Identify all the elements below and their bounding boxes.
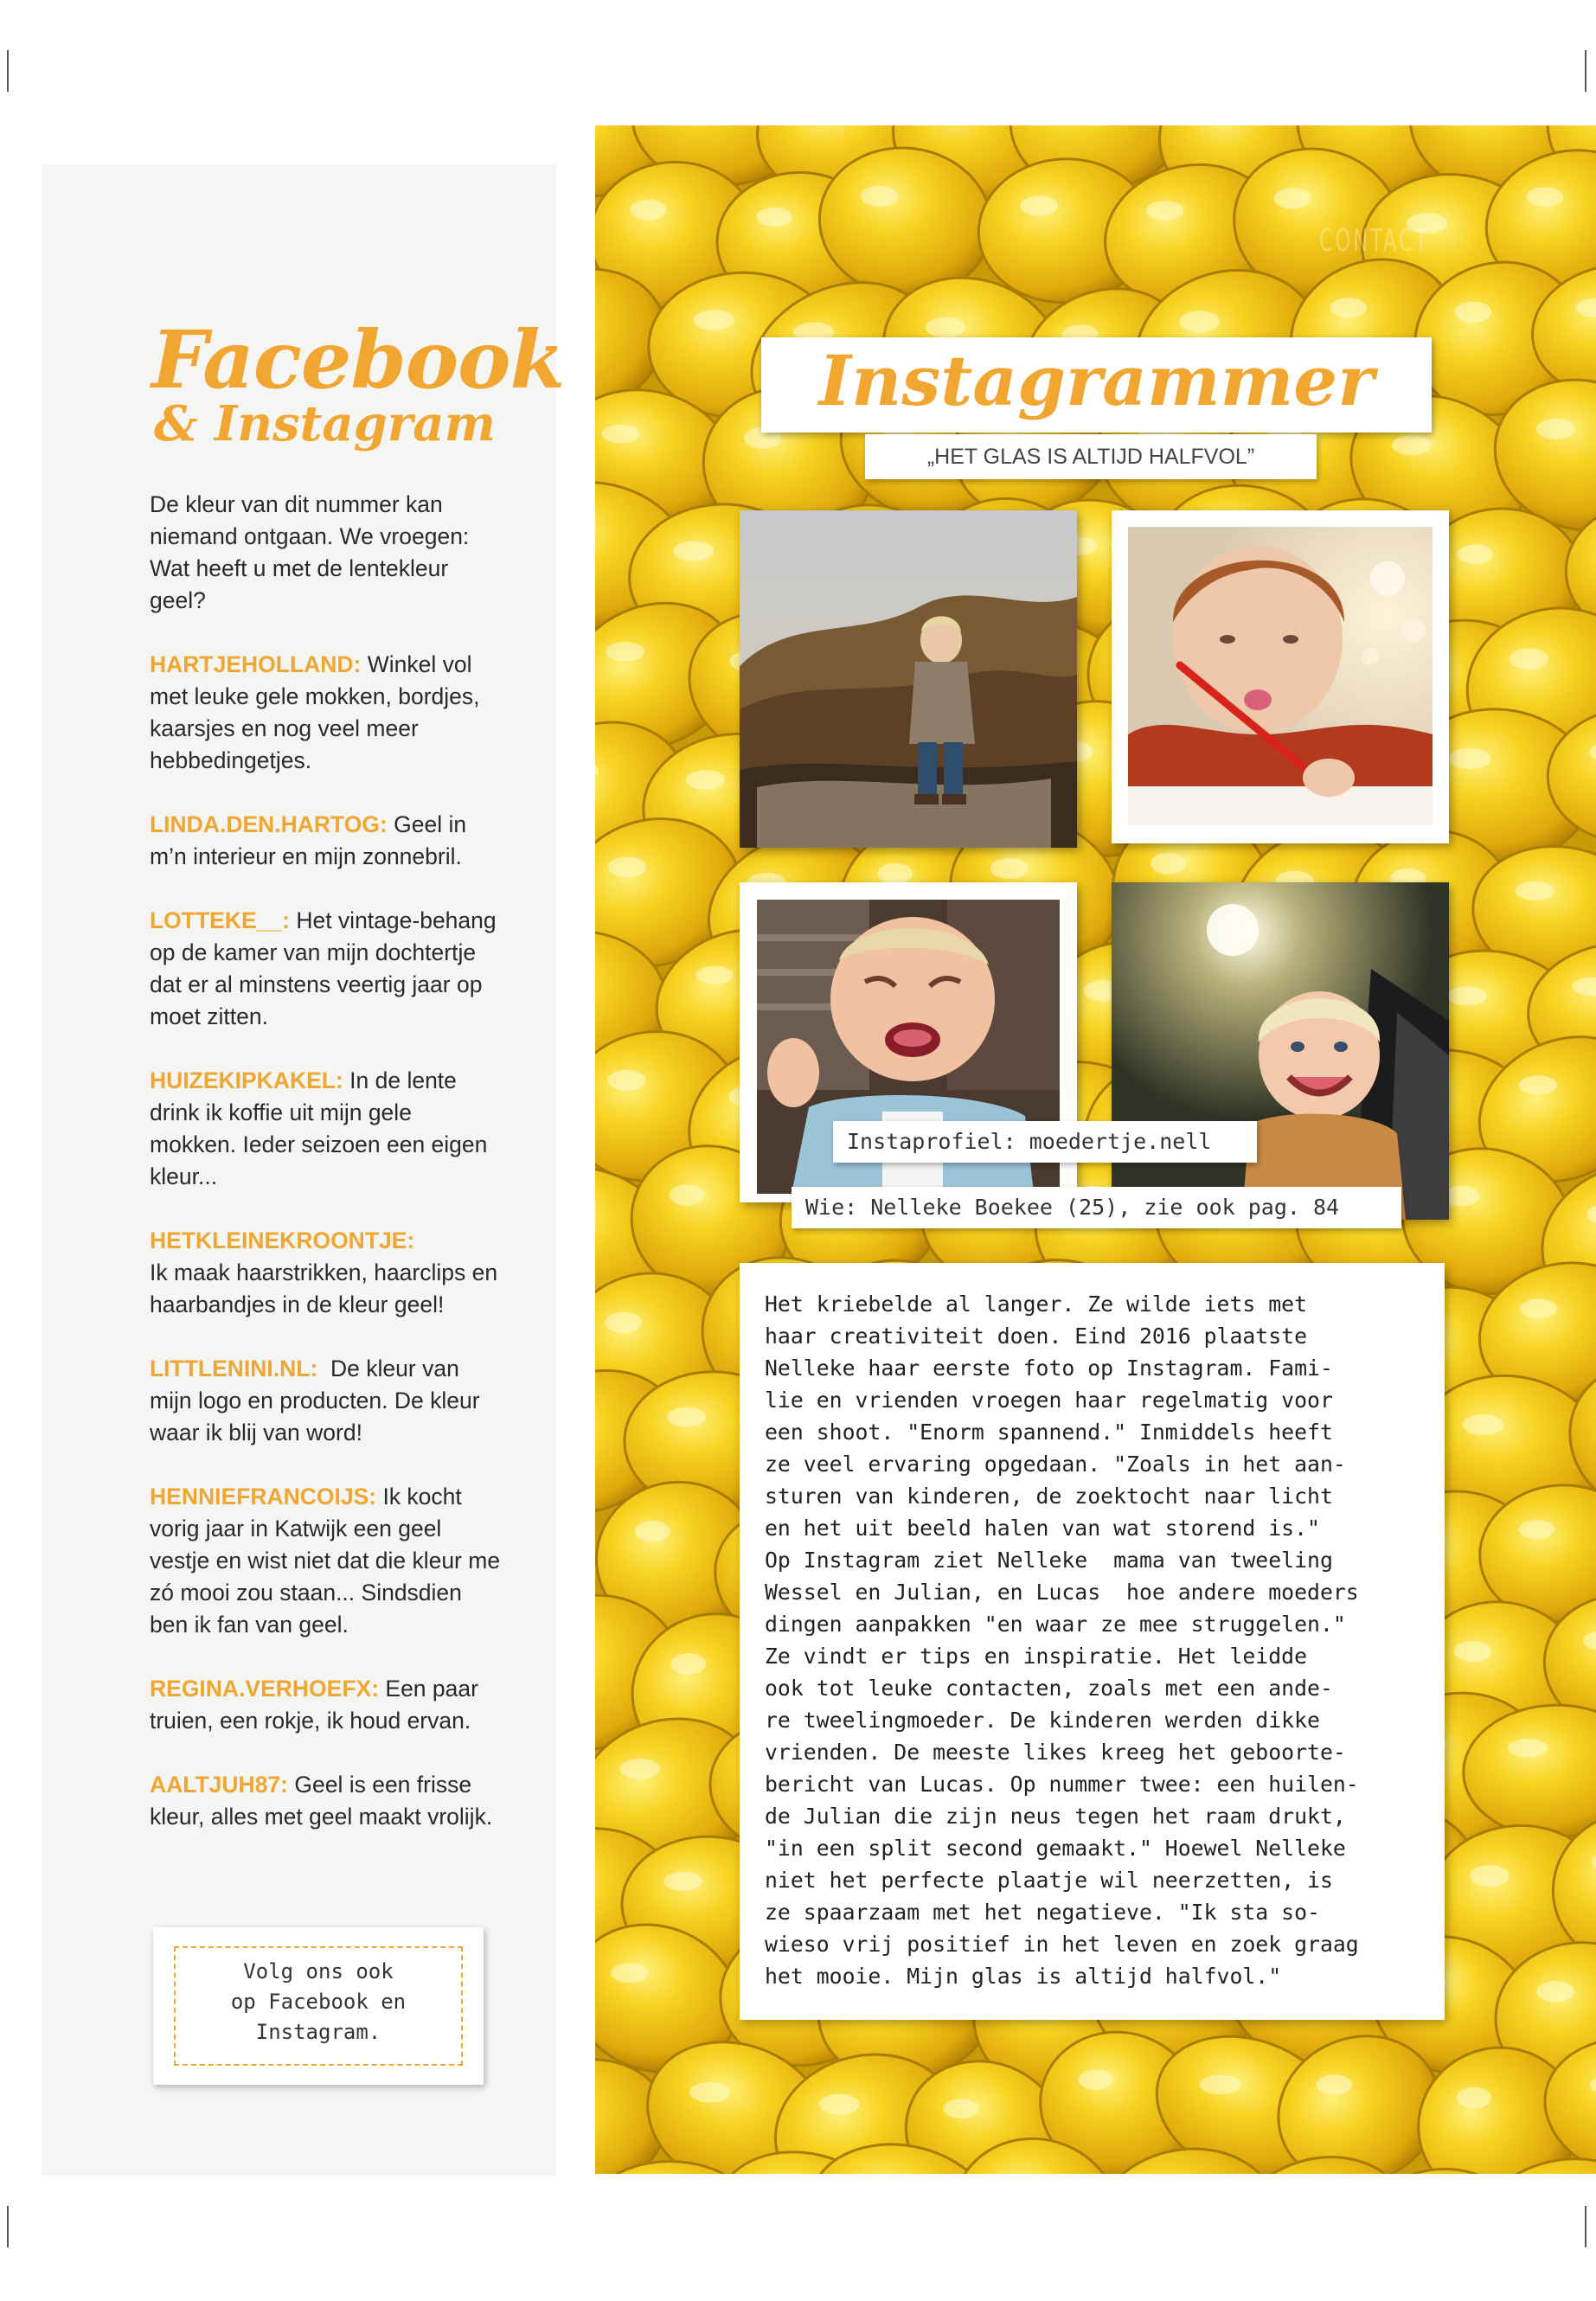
lemon-highlight xyxy=(1508,1739,1548,1757)
lemon-highlight xyxy=(861,186,899,207)
follow-us-dashed-frame xyxy=(174,1946,463,2066)
photo-baby-smiling xyxy=(1112,882,1449,1220)
article-body-line: dingen aanpakken "en waar ze mee struggelen." xyxy=(765,1612,1346,1637)
response-paragraph xyxy=(150,1481,504,1641)
article-body-line: ze spaarzaam met het negatieve. "Ik sta so- xyxy=(765,1900,1320,1925)
lemon-highlight xyxy=(926,317,965,338)
response-paragraph xyxy=(150,649,504,777)
intro-paragraph: De kleur van dit nummer kan niemand ontgaan. We vroegen: Wat heeft u met de lentekleur geel? xyxy=(150,491,470,613)
response-paragraph xyxy=(150,1353,504,1449)
lemon-highlight xyxy=(1317,2074,1353,2094)
article-body-line: vrienden. De meeste likes kreeg het geboorte- xyxy=(765,1740,1346,1765)
lemon-highlight xyxy=(1520,1298,1557,1317)
lemon-highlight xyxy=(670,1185,705,1206)
lemon-highlight xyxy=(635,1521,670,1541)
response-username: HETKLEINEKROONTJE: xyxy=(150,1227,415,1253)
lemon-highlight xyxy=(689,2082,730,2103)
follow-line: Instagram. xyxy=(255,2020,381,2044)
article-body-line: een shoot. "Enorm spannend." Inmiddels heeft xyxy=(765,1420,1333,1445)
lemon-highlight xyxy=(1519,1075,1558,1094)
facebook-script-title: Facebook xyxy=(151,313,565,407)
article-body-line: sturen van kinderen, de zoektocht naar licht xyxy=(765,1484,1333,1509)
response-paragraph xyxy=(150,1065,504,1193)
response-paragraph xyxy=(150,1225,504,1321)
tagline-box: „HET GLAS IS ALTIJD HALFVOL” xyxy=(865,434,1317,479)
photo-baby-smiling-image xyxy=(1112,882,1449,1220)
crop-mark-top-left xyxy=(7,50,9,92)
lemon-highlight xyxy=(1516,881,1554,901)
article-body-line: lie en vrienden vroegen haar regelmatig voor xyxy=(765,1388,1333,1413)
article-body-line: de Julian die zijn neus tegen het raam drukt, xyxy=(765,1804,1346,1829)
article-body-line: Op Instagram ziet Nelleke mama van tweeling xyxy=(765,1548,1333,1573)
lemon-highlight xyxy=(663,1872,702,1891)
lemon-highlight xyxy=(694,310,734,330)
article-body-line: niet het perfecte plaatje wil neerzetten, is xyxy=(765,1868,1333,1893)
lemon-highlight xyxy=(605,1312,642,1333)
response-username: LITTLENINI.NL: xyxy=(150,1356,318,1381)
lemon-highlight xyxy=(1151,853,1186,875)
lemon-highlight xyxy=(1273,188,1311,208)
photo-toddler-dunes-image xyxy=(740,510,1077,848)
response-text: Een paar truien, een rokje, ik houd ervan. xyxy=(150,1676,478,1734)
lemon-highlight xyxy=(1392,435,1432,455)
lemon-highlight xyxy=(1457,544,1493,564)
lemon-highlight xyxy=(1200,2075,1241,2094)
lemon-highlight xyxy=(943,2099,978,2118)
article-body-line: Het kriebelde al langer. Ze wilde iets met xyxy=(765,1292,1308,1317)
response-text: Het vintage-behang op de kamer van mijn dochtertje dat er al minstens veertig jaar op moet zitten. xyxy=(150,907,497,1029)
who-label: Wie: Nelleke Boekee (25), zie ook pag. 84 xyxy=(792,1187,1401,1228)
follow-us-note xyxy=(153,1927,484,2085)
instagrammer-script-title: Instagrammer xyxy=(818,340,1375,421)
lemon-highlight xyxy=(670,1653,706,1675)
crop-mark-top-right xyxy=(1585,50,1586,92)
lemon-highlight xyxy=(674,541,715,561)
lemon-highlight xyxy=(1020,195,1058,215)
response-paragraph xyxy=(150,1673,504,1737)
article-body-line: het mooie. Mijn glas is altijd halfvol." xyxy=(765,1964,1282,1989)
lemon-highlight xyxy=(1519,1520,1554,1539)
lemon-highlight xyxy=(667,1407,706,1427)
photo-boy-drawing xyxy=(1112,510,1449,843)
lemon-highlight xyxy=(1509,648,1548,670)
lemon-highlight xyxy=(1536,1981,1574,2002)
article-body-line: Wessel en Julian, en Lucas hoe andere moeders xyxy=(765,1580,1359,1605)
photo-boy-drawing-image xyxy=(1128,527,1433,825)
response-text: Ik kocht vorig jaar in Katwijk een geel vestje en wist niet dat die kleur me zó mooi zou staan... Sindsdien ben ik fan van geel. xyxy=(150,1484,501,1638)
crop-mark-bottom-left xyxy=(7,2206,9,2247)
article-body-line: Ze vindt er tips en inspiratie. Het leidde xyxy=(765,1644,1308,1669)
response-username: LOTTEKE__: xyxy=(150,907,290,933)
lemon-highlight xyxy=(1536,419,1574,439)
article-body-line: bericht van Lucas. Op nummer twee: een huilen- xyxy=(765,1772,1359,1797)
instagram-script-subtitle: & Instagram xyxy=(154,395,496,452)
response-paragraph xyxy=(150,809,504,873)
response-text: De kleur van mijn logo en producten. De kleur waar ik blij van word! xyxy=(150,1356,486,1445)
instaprofile-label: Instaprofiel: moedertje.nell xyxy=(833,1121,1257,1163)
response-text: Ik maak haarstrikken, haarclips en haarbandjes in de kleur geel! xyxy=(150,1259,498,1317)
lemon-highlight xyxy=(608,857,647,878)
lemon-highlight xyxy=(1455,302,1492,323)
article-body-text xyxy=(765,1288,1422,1992)
response-text: Geel in m’n interieur en mijn zonnebril. xyxy=(150,811,467,869)
section-label-contact: CONTACT xyxy=(1319,223,1430,259)
article-body-line: ook tot leuke contacten, zoals met een ande- xyxy=(765,1676,1333,1701)
lemon-highlight xyxy=(990,858,1029,879)
lemon-highlight xyxy=(1146,201,1184,220)
lemon-highlight xyxy=(1179,311,1220,332)
lemon-highlight xyxy=(756,208,792,227)
response-username: HUIZEKIPKAKEL: xyxy=(150,1067,343,1093)
lemon-highlight xyxy=(620,1759,660,1779)
article-body-line: Nelleke haar eerste foto op Instagram. Fami- xyxy=(765,1356,1333,1381)
crop-mark-bottom-right xyxy=(1585,2206,1586,2247)
article-body-line: ze veel ervaring opgedaan. "Zoals in het aan- xyxy=(765,1452,1346,1477)
instagrammer-title-box xyxy=(761,337,1432,433)
lemon-highlight xyxy=(878,863,913,884)
response-username: AALTJUH87: xyxy=(150,1772,288,1798)
lemon-highlight xyxy=(607,1070,645,1091)
article-body-line: en het uit beeld halen van wat storend is." xyxy=(765,1516,1320,1541)
response-username: HARTJEHOLLAND: xyxy=(150,651,362,677)
response-username: REGINA.VERHOEFX: xyxy=(150,1676,380,1702)
lemon-highlight xyxy=(819,2094,860,2115)
article-body-line: re tweelingmoeder. De kinderen werden dikke xyxy=(765,1708,1320,1733)
response-text: In de lente drink ik koffie uit mijn gele mokken. Ieder seizoen een eigen kleur... xyxy=(150,1067,488,1189)
article-body-line: haar creativiteit doen. Eind 2016 plaatste xyxy=(765,1324,1308,1349)
lemon-highlight xyxy=(1526,187,1563,207)
lemon-highlight xyxy=(1447,987,1487,1006)
article-body-box xyxy=(740,1263,1445,2020)
response-paragraph xyxy=(150,1769,504,1833)
photo-toddler-dunes xyxy=(740,510,1077,848)
lemon-highlight xyxy=(1078,2069,1113,2090)
lemon-highlight xyxy=(611,1963,648,1983)
lemon-highlight xyxy=(630,200,666,221)
lemon-highlight xyxy=(606,642,644,662)
lemon-highlight xyxy=(1449,748,1490,769)
response-username: LINDA.DEN.HARTOG: xyxy=(150,811,388,837)
lemon-highlight xyxy=(696,965,734,984)
follow-line: Volg ons ook xyxy=(243,1959,394,1984)
lemon-highlight xyxy=(602,425,640,443)
response-paragraph xyxy=(150,905,504,1033)
follow-line: op Facebook en xyxy=(230,1990,407,2014)
article-body-line: "in een split second gemaakt." Hoewel Nelleke xyxy=(765,1836,1346,1861)
lemon-highlight xyxy=(1463,1414,1503,1435)
response-text: Winkel vol met leuke gele mokken, bordjes, kaarsjes en nog veel meer hebbedingetjes. xyxy=(150,651,480,773)
left-article-text xyxy=(150,489,504,1865)
lemon-highlight xyxy=(1330,298,1367,317)
lemon-highlight xyxy=(1470,1865,1509,1887)
article-body-line: wieso vrij positief in het leven en zoek graag xyxy=(765,1932,1359,1957)
lemon-highlight xyxy=(1457,2087,1492,2109)
response-username: HENNIEFRANCOIJS: xyxy=(150,1484,377,1509)
lemon-highlight xyxy=(686,770,725,790)
lemon-highlight xyxy=(1454,1641,1491,1663)
response-text: Geel is een frisse kleur, alles met geel maakt vrolijk. xyxy=(150,1772,493,1830)
